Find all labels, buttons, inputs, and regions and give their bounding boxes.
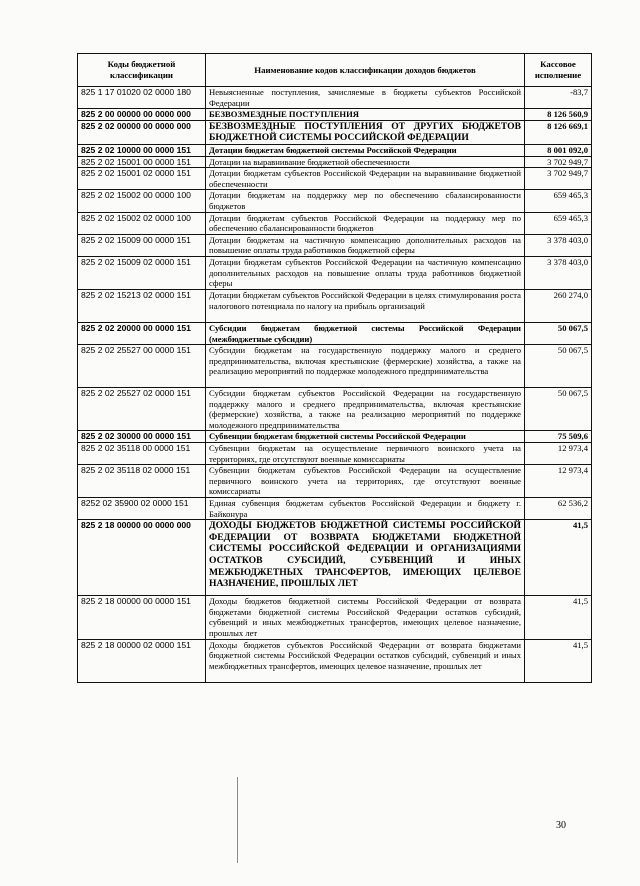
code-cell: 825 2 02 10000 00 0000 151	[78, 144, 206, 156]
code-cell: 825 2 02 00000 00 0000 000	[78, 120, 206, 144]
code-cell: 825 2 02 15009 00 0000 151	[78, 234, 206, 256]
table-row	[78, 256, 592, 289]
amount-cell: 12 973,4	[525, 443, 592, 465]
code-cell: 825 2 18 00000 02 0000 151	[78, 639, 206, 682]
code-cell: 825 2 02 25527 00 0000 151	[78, 345, 206, 388]
name-cell: Субвенции бюджетам субъектов Российской Федерации на осуществление первичного воинского учета на территориях, где отсутствуют военные комиссариаты	[206, 465, 525, 498]
table-row	[78, 639, 592, 682]
table-row	[78, 144, 592, 156]
code-cell: 825 2 02 30000 00 0000 151	[78, 431, 206, 443]
code-cell: 825 2 02 15002 02 0000 100	[78, 212, 206, 234]
table-row	[78, 322, 592, 344]
amount-cell: 8 001 092,0	[525, 144, 592, 156]
table-row	[78, 87, 592, 109]
name-cell: Дотации бюджетам субъектов Российской Федерации в целях стимулирования роста налогового потенциала по налогу на прибыль организаций	[206, 289, 525, 322]
name-cell: Субвенции бюджетам на осуществление первичного воинского учета на территориях, где отсутствуют военные комиссариаты	[206, 443, 525, 465]
amount-cell: 659 465,3	[525, 190, 592, 212]
amount-cell: 3 378 403,0	[525, 256, 592, 289]
table-row	[78, 431, 592, 443]
table-row	[78, 345, 592, 388]
table-row	[78, 168, 592, 190]
name-cell: Дотации бюджетам на поддержку мер по обеспечению сбалансированности бюджетов	[206, 190, 525, 212]
name-cell: Субвенции бюджетам бюджетной системы Российской Федерации	[206, 431, 525, 443]
header-name: Наименование кодов классификации доходов бюджетов	[206, 54, 525, 87]
name-cell: Невыясненные поступления, зачисляемые в бюджеты субъектов Российской Федерации	[206, 87, 525, 109]
name-cell: Дотации бюджетам субъектов Российской Федерации на поддержку мер по обеспечению сбалансированности бюджетов	[206, 212, 525, 234]
revenue-classification-table	[77, 53, 592, 683]
amount-cell: 41,5	[525, 596, 592, 639]
amount-cell: 12 973,4	[525, 465, 592, 498]
amount-cell: 50 067,5	[525, 322, 592, 344]
name-cell: Субсидии бюджетам на государственную поддержку малого и среднего предпринимательства, включая крестьянские (фермерские) хозяйства, а также на реализацию мероприятий по поддержке молодежного предпринимательства	[206, 345, 525, 388]
name-cell: Дотации бюджетам субъектов Российской Федерации на выравнивание бюджетной обеспеченности	[206, 168, 525, 190]
table-row	[78, 156, 592, 168]
name-cell: Дотации бюджетам бюджетной системы Российской Федерации	[206, 144, 525, 156]
amount-cell: 41,5	[525, 520, 592, 596]
page-number: 30	[556, 820, 566, 831]
table-row	[78, 120, 592, 144]
amount-cell: 8 126 560,9	[525, 109, 592, 121]
code-cell: 825 2 02 35118 00 0000 151	[78, 443, 206, 465]
table-row	[78, 289, 592, 322]
code-cell: 825 2 02 15213 02 0000 151	[78, 289, 206, 322]
name-cell: БЕЗВОЗМЕЗДНЫЕ ПОСТУПЛЕНИЯ	[206, 109, 525, 121]
name-cell: ДОХОДЫ БЮДЖЕТОВ БЮДЖЕТНОЙ СИСТЕМЫ РОССИЙСКОЙ ФЕДЕРАЦИИ ОТ ВОЗВРАТА БЮДЖЕТАМИ БЮДЖЕТНОЙ СИСТЕМЫ РОССИЙСКОЙ ФЕДЕРАЦИИ И ОРГАНИЗАЦИЯМИ ОСТАТКОВ СУБСИДИЙ, СУБВЕНЦИЙ И ИНЫХ МЕЖБЮДЖЕТНЫХ ТРАНСФЕРТОВ, ИМЕЮЩИХ ЦЕЛЕВОЕ НАЗНАЧЕНИЕ, ПРОШЛЫХ ЛЕТ	[206, 520, 525, 596]
table-row	[78, 465, 592, 498]
amount-cell: 41,5	[525, 639, 592, 682]
name-cell: БЕЗВОЗМЕЗДНЫЕ ПОСТУПЛЕНИЯ ОТ ДРУГИХ БЮДЖЕТОВ БЮДЖЕТНОЙ СИСТЕМЫ РОССИЙСКОЙ ФЕДЕРАЦИИ	[206, 120, 525, 144]
amount-cell: 75 509,6	[525, 431, 592, 443]
table-row	[78, 212, 592, 234]
amount-cell: 8 126 669,1	[525, 120, 592, 144]
code-cell: 825 2 02 15001 00 0000 151	[78, 156, 206, 168]
amount-cell: -83,7	[525, 87, 592, 109]
amount-cell: 3 378 403,0	[525, 234, 592, 256]
name-cell: Доходы бюджетов бюджетной системы Российской Федерации от возврата бюджетами бюджетной системы Российской Федерации остатков субсидий, субвенций и иных межбюджетных трансфертов, имеющих целевое назначение, прошлых лет	[206, 596, 525, 639]
table-row	[78, 190, 592, 212]
scan-artifact-line	[237, 777, 238, 863]
name-cell: Субсидии бюджетам субъектов Российской Федерации на государственную поддержку малого и среднего предпринимательства, включая крестьянские (фермерские) хозяйства, а также на реализацию мероприятий по поддержке молодежного предпринимательства	[206, 388, 525, 431]
name-cell: Дотации на выравнивание бюджетной обеспеченности	[206, 156, 525, 168]
name-cell: Дотации бюджетам субъектов Российской Федерации на частичную компенсацию дополнительных расходов на повышение оплаты труда работников бюджетной сферы	[206, 256, 525, 289]
amount-cell: 50 067,5	[525, 345, 592, 388]
code-cell: 825 2 02 15001 02 0000 151	[78, 168, 206, 190]
header-code: Коды бюджетной классификации	[78, 54, 206, 87]
code-cell: 825 2 00 00000 00 0000 000	[78, 109, 206, 121]
code-cell: 825 2 02 15002 00 0000 100	[78, 190, 206, 212]
header-amount: Кассовое исполнение	[525, 54, 592, 87]
amount-cell: 659 465,3	[525, 212, 592, 234]
code-cell: 825 1 17 01020 02 0000 180	[78, 87, 206, 109]
name-cell: Субсидии бюджетам бюджетной системы Российской Федерации (межбюджетные субсидии)	[206, 322, 525, 344]
table-row	[78, 520, 592, 596]
code-cell: 825 2 02 35118 02 0000 151	[78, 465, 206, 498]
table-row	[78, 443, 592, 465]
amount-cell: 62 536,2	[525, 498, 592, 520]
table-row	[78, 596, 592, 639]
code-cell: 825 2 18 00000 00 0000 151	[78, 596, 206, 639]
code-cell: 825 2 02 15009 02 0000 151	[78, 256, 206, 289]
code-cell: 825 2 02 25527 02 0000 151	[78, 388, 206, 431]
code-cell: 825 2 02 20000 00 0000 151	[78, 322, 206, 344]
table-row	[78, 498, 592, 520]
table-row	[78, 109, 592, 121]
amount-cell: 3 702 949,7	[525, 168, 592, 190]
table-row	[78, 234, 592, 256]
amount-cell: 260 274,0	[525, 289, 592, 322]
name-cell: Единая субвенция бюджетам субъектов Российской Федерации и бюджету г. Байконура	[206, 498, 525, 520]
name-cell: Доходы бюджетов субъектов Российской Федерации от возврата бюджетами бюджетной системы Российской Федерации остатков субсидий, субвенций и иных межбюджетных трансфертов, имеющих целевое назначение, прошлых лет	[206, 639, 525, 682]
table-row	[78, 388, 592, 431]
table-header-row	[78, 54, 592, 87]
name-cell: Дотации бюджетам на частичную компенсацию дополнительных расходов на повышение оплаты труда работников бюджетной сферы	[206, 234, 525, 256]
code-cell: 825 2 18 00000 00 0000 000	[78, 520, 206, 596]
amount-cell: 50 067,5	[525, 388, 592, 431]
amount-cell: 3 702 949,7	[525, 156, 592, 168]
code-cell: 8252 02 35900 02 0000 151	[78, 498, 206, 520]
